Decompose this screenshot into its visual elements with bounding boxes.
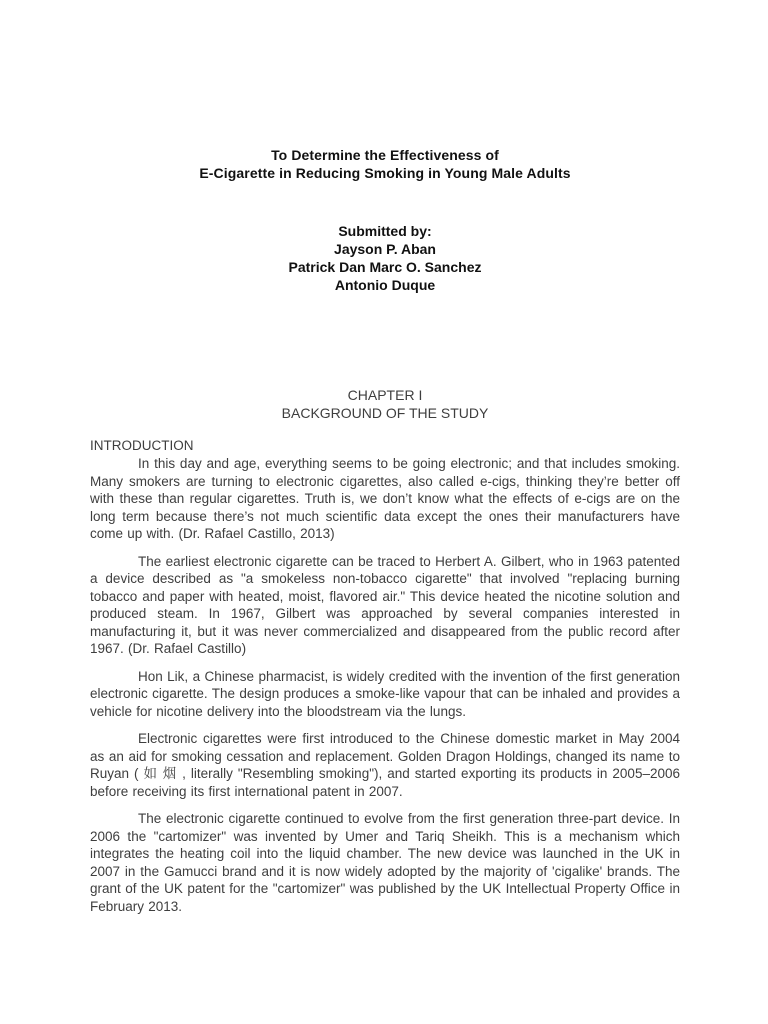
document-title-line2: E-Cigarette in Reducing Smoking in Young Male Adults xyxy=(199,165,571,181)
submitted-by-label: Submitted by: xyxy=(338,223,432,239)
chapter-title: CHAPTER I xyxy=(347,387,423,403)
paragraph-intro-1: In this day and age, everything seems to be going electronic; and that includes smoking. Many smokers are turning to electronic cigarettes, also called e-cigs, thinking they’re better off with these than regular cigarettes. Truth is, we don’t know what the effects of e-cigs are on the long term because there’s not much scientific data except the ones their manufacturers have come up with. (Dr. Rafael Castillo, 2013) xyxy=(90,456,680,541)
paragraph-chinese-market: Electronic cigarettes were first introduced to the Chinese domestic market in May 2004 as an aid for smoking cessation and replacement. Golden Dragon Holdings, changed its name to Ruyan ( 如 烟 , literally "Resembling smoking"), and started exporting its products in 2005–2006 before receiving its first international patent in 2007. xyxy=(90,731,680,799)
document-content xyxy=(90,146,680,925)
paragraph-hon-lik: Hon Lik, a Chinese pharmacist, is widely credited with the invention of the first generation electronic cigarette. The design produces a smoke-like vapour that can be inhaled and provides a vehicle for nicotine delivery into the bloodstream via the lungs. xyxy=(90,668,680,719)
author-name: Patrick Dan Marc O. Sanchez xyxy=(288,259,482,275)
document-title xyxy=(90,146,680,182)
submitted-by-block xyxy=(90,222,680,294)
section-heading-introduction: INTRODUCTION xyxy=(90,438,194,453)
paragraph-gilbert-history: The earliest electronic cigarette can be traced to Herbert A. Gilbert, who in 1963 patented a device described as "a smokeless non-tobacco cigarette" that involved "replacing burning tobacco and paper with heated, moist, flavored air." This device heated the nicotine solution and produced steam. In 1967, Gilbert was approached by several companies interested in manufacturing it, but it was never commercialized and disappeared from the public record after 1967. (Dr. Rafael Castillo) xyxy=(90,553,680,656)
author-name: Jayson P. Aban xyxy=(334,241,436,257)
chapter-subtitle: BACKGROUND OF THE STUDY xyxy=(281,405,489,421)
chapter-heading-block xyxy=(90,386,680,422)
document-title-line1: To Determine the Effectiveness of xyxy=(271,147,499,163)
paragraph-cartomizer: The electronic cigarette continued to evolve from the first generation three-part device. In 2006 the "cartomizer" was invented by Umer and Tariq Sheikh. This is a mechanism which integrates the heating coil into the liquid chamber. The new device was launched in the UK in 2007 in the Gamucci brand and it is now widely adopted by the majority of 'cigalike' brands. The grant of the UK patent for the "cartomizer" was published by the UK Intellectual Property Office in February 2013. xyxy=(90,811,680,914)
author-name: Antonio Duque xyxy=(334,277,436,293)
